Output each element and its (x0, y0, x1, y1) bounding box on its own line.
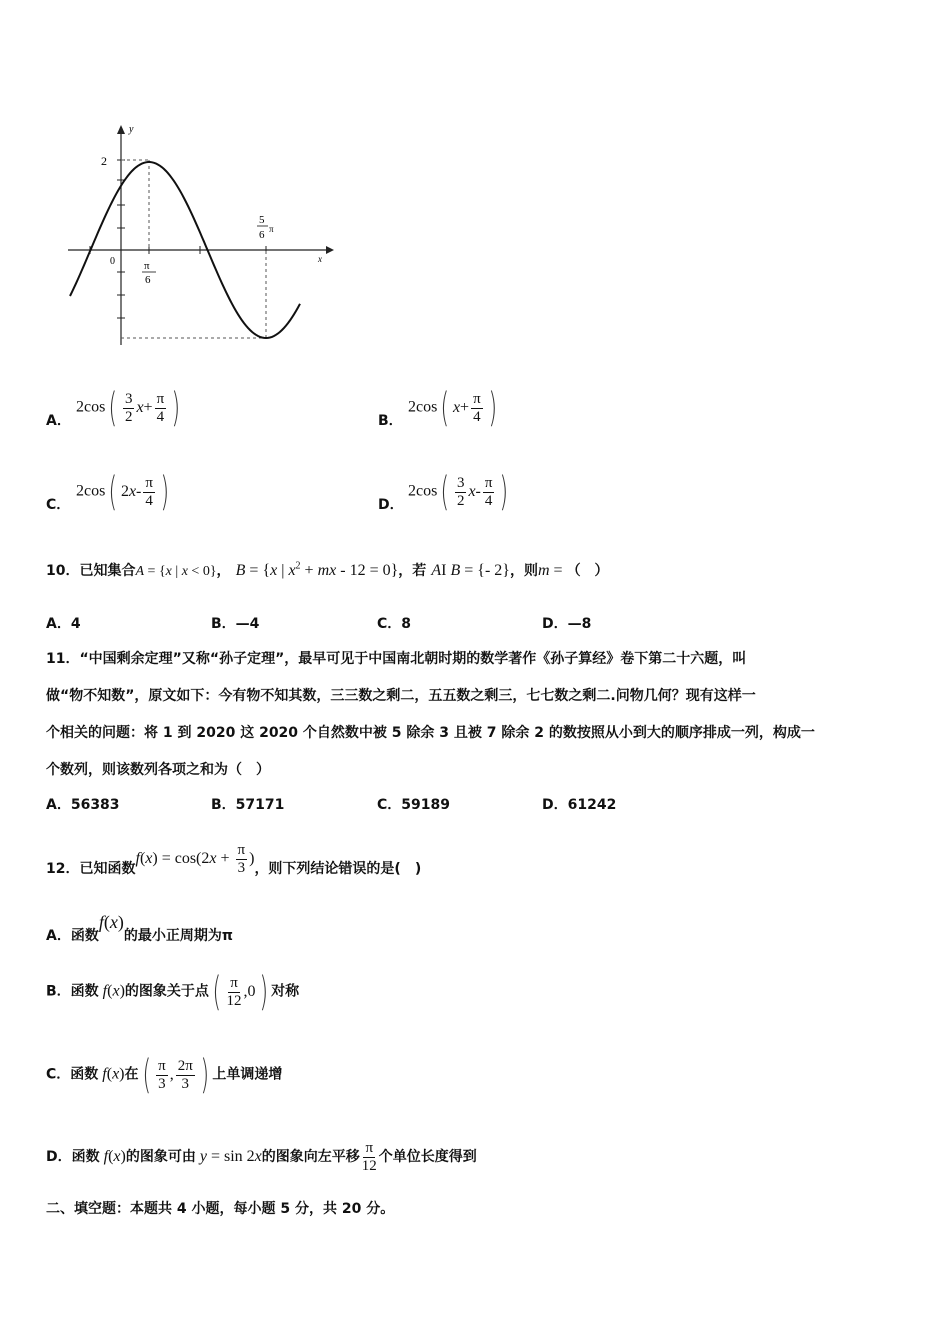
q12-function-formula: f(x) = cos(2x + $\frac{\pi}{3}$ ) (135, 842, 255, 876)
q12-option-d[interactable]: D．函数 f(x)的图象可由 y = sin 2x的图象向左平移 $\frac{\pi}{12}$ 个单位长度得到 (46, 1140, 477, 1174)
q9-option-d[interactable] (378, 469, 509, 515)
y-max-label: 2 (101, 154, 107, 168)
origin-label: 0 (110, 256, 115, 267)
x-axis-arrow-icon (326, 246, 334, 254)
pi6-den: 6 (145, 274, 151, 286)
q12-option-b[interactable]: B．函数 f(x)的图象关于点 ( $\frac{\pi}{12}$ ,0 ) 对称 (46, 969, 300, 1015)
set-b-formula: B = {x | $x^2$ + mx - 12 = 0} (235, 560, 399, 579)
q9-d-formula: 2cos ( $\frac{3}{2}$ x - $\frac{\pi}{4}$ ) (408, 469, 509, 515)
section-heading: 二、填空题：本题共 4 小题，每小题 5 分，共 20 分。 (46, 1201, 395, 1217)
q12-stem: 12．已知函数f(x) = cos(2x + $\frac{\pi}{3}$ )，则下列结论错误的是( ) (46, 842, 422, 878)
q11-option-c[interactable]: C．59189 (377, 797, 450, 813)
intersection-formula: AI B = {- 2} (431, 562, 510, 579)
q10-option-a[interactable]: A．4 (46, 616, 81, 632)
q10-stem: 10．已知集合A = {x | x < 0}， B = {x | $x^2$ + mx - 12 = 0}，若 AI B = {- 2}，则m = （ ） (46, 560, 609, 579)
q11-option-a[interactable]: A．56383 (46, 797, 120, 813)
point-formula: ( $\frac{\pi}{12}$ ,0 ) (212, 969, 268, 1015)
q9-option-a[interactable] (46, 385, 181, 431)
option-label: D． (378, 497, 404, 513)
option-label: C． (46, 497, 71, 513)
cosine-graph (60, 120, 340, 350)
q9-option-b[interactable] (378, 385, 497, 431)
q11-line-1: 11．“中国剩余定理”又称“孙子定理”，最早可见于中国南北朝时期的数学著作《孙子算经》卷下第二十六题，叫 (46, 651, 747, 667)
y-axis-arrow-icon (117, 125, 125, 134)
q9-b-formula: 2cos ( x + $\frac{\pi}{4}$ ) (408, 385, 497, 431)
q11-line-4: 个数列，则该数列各项之和为（ ） (46, 762, 270, 778)
five6-pi: π (269, 224, 274, 234)
y-axis-label: y (129, 124, 134, 135)
q10-option-d[interactable]: D．—8 (542, 616, 592, 632)
set-a-formula: A = {x | x < 0} (135, 564, 217, 579)
q11-line-3: 个相关的问题：将 1 到 2020 这 2020 个自然数中被 5 除余 3 且被 7 除余 2 的数按照从小到大的顺序排成一列，构成一 (46, 725, 815, 741)
five6-num: 5 (259, 214, 265, 226)
option-label: A． (46, 413, 71, 429)
q10-option-c[interactable]: C．8 (377, 616, 412, 632)
pi6-num: π (144, 260, 150, 272)
x-axis-label: x (318, 254, 322, 264)
option-label: B． (378, 413, 403, 429)
q11-option-b[interactable]: B．57171 (211, 797, 285, 813)
interval-formula: ( $\frac{\pi}{3}$ , $\frac{2\pi}{3}$ ) (142, 1052, 209, 1098)
q9-a-formula: 2cos ( $\frac{3}{2}$ x + $\frac{\pi}{4}$ ) (76, 385, 181, 431)
q9-c-formula: 2cos ( 2 x - $\frac{\pi}{4}$ ) (76, 469, 170, 515)
q9-option-c[interactable] (46, 469, 170, 515)
sin-formula: y = sin 2x (199, 1148, 262, 1166)
m-formula: m = (537, 562, 567, 579)
q12-option-a[interactable]: A．函数f(x)的最小正周期为π (46, 912, 233, 944)
five6-den: 6 (259, 229, 265, 241)
q10-option-b[interactable]: B．—4 (211, 616, 260, 632)
q12-option-c[interactable]: C．函数 f(x)在 ( $\frac{\pi}{3}$ , $\frac{2\pi}{3}$ ) 上单调递增 (46, 1052, 283, 1098)
q11-line-2: 做“物不知数”，原文如下：今有物不知其数，三三数之剩二，五五数之剩三，七七数之剩二.问物几何？现有这样一 (46, 688, 756, 704)
q11-option-d[interactable]: D．61242 (542, 797, 617, 813)
